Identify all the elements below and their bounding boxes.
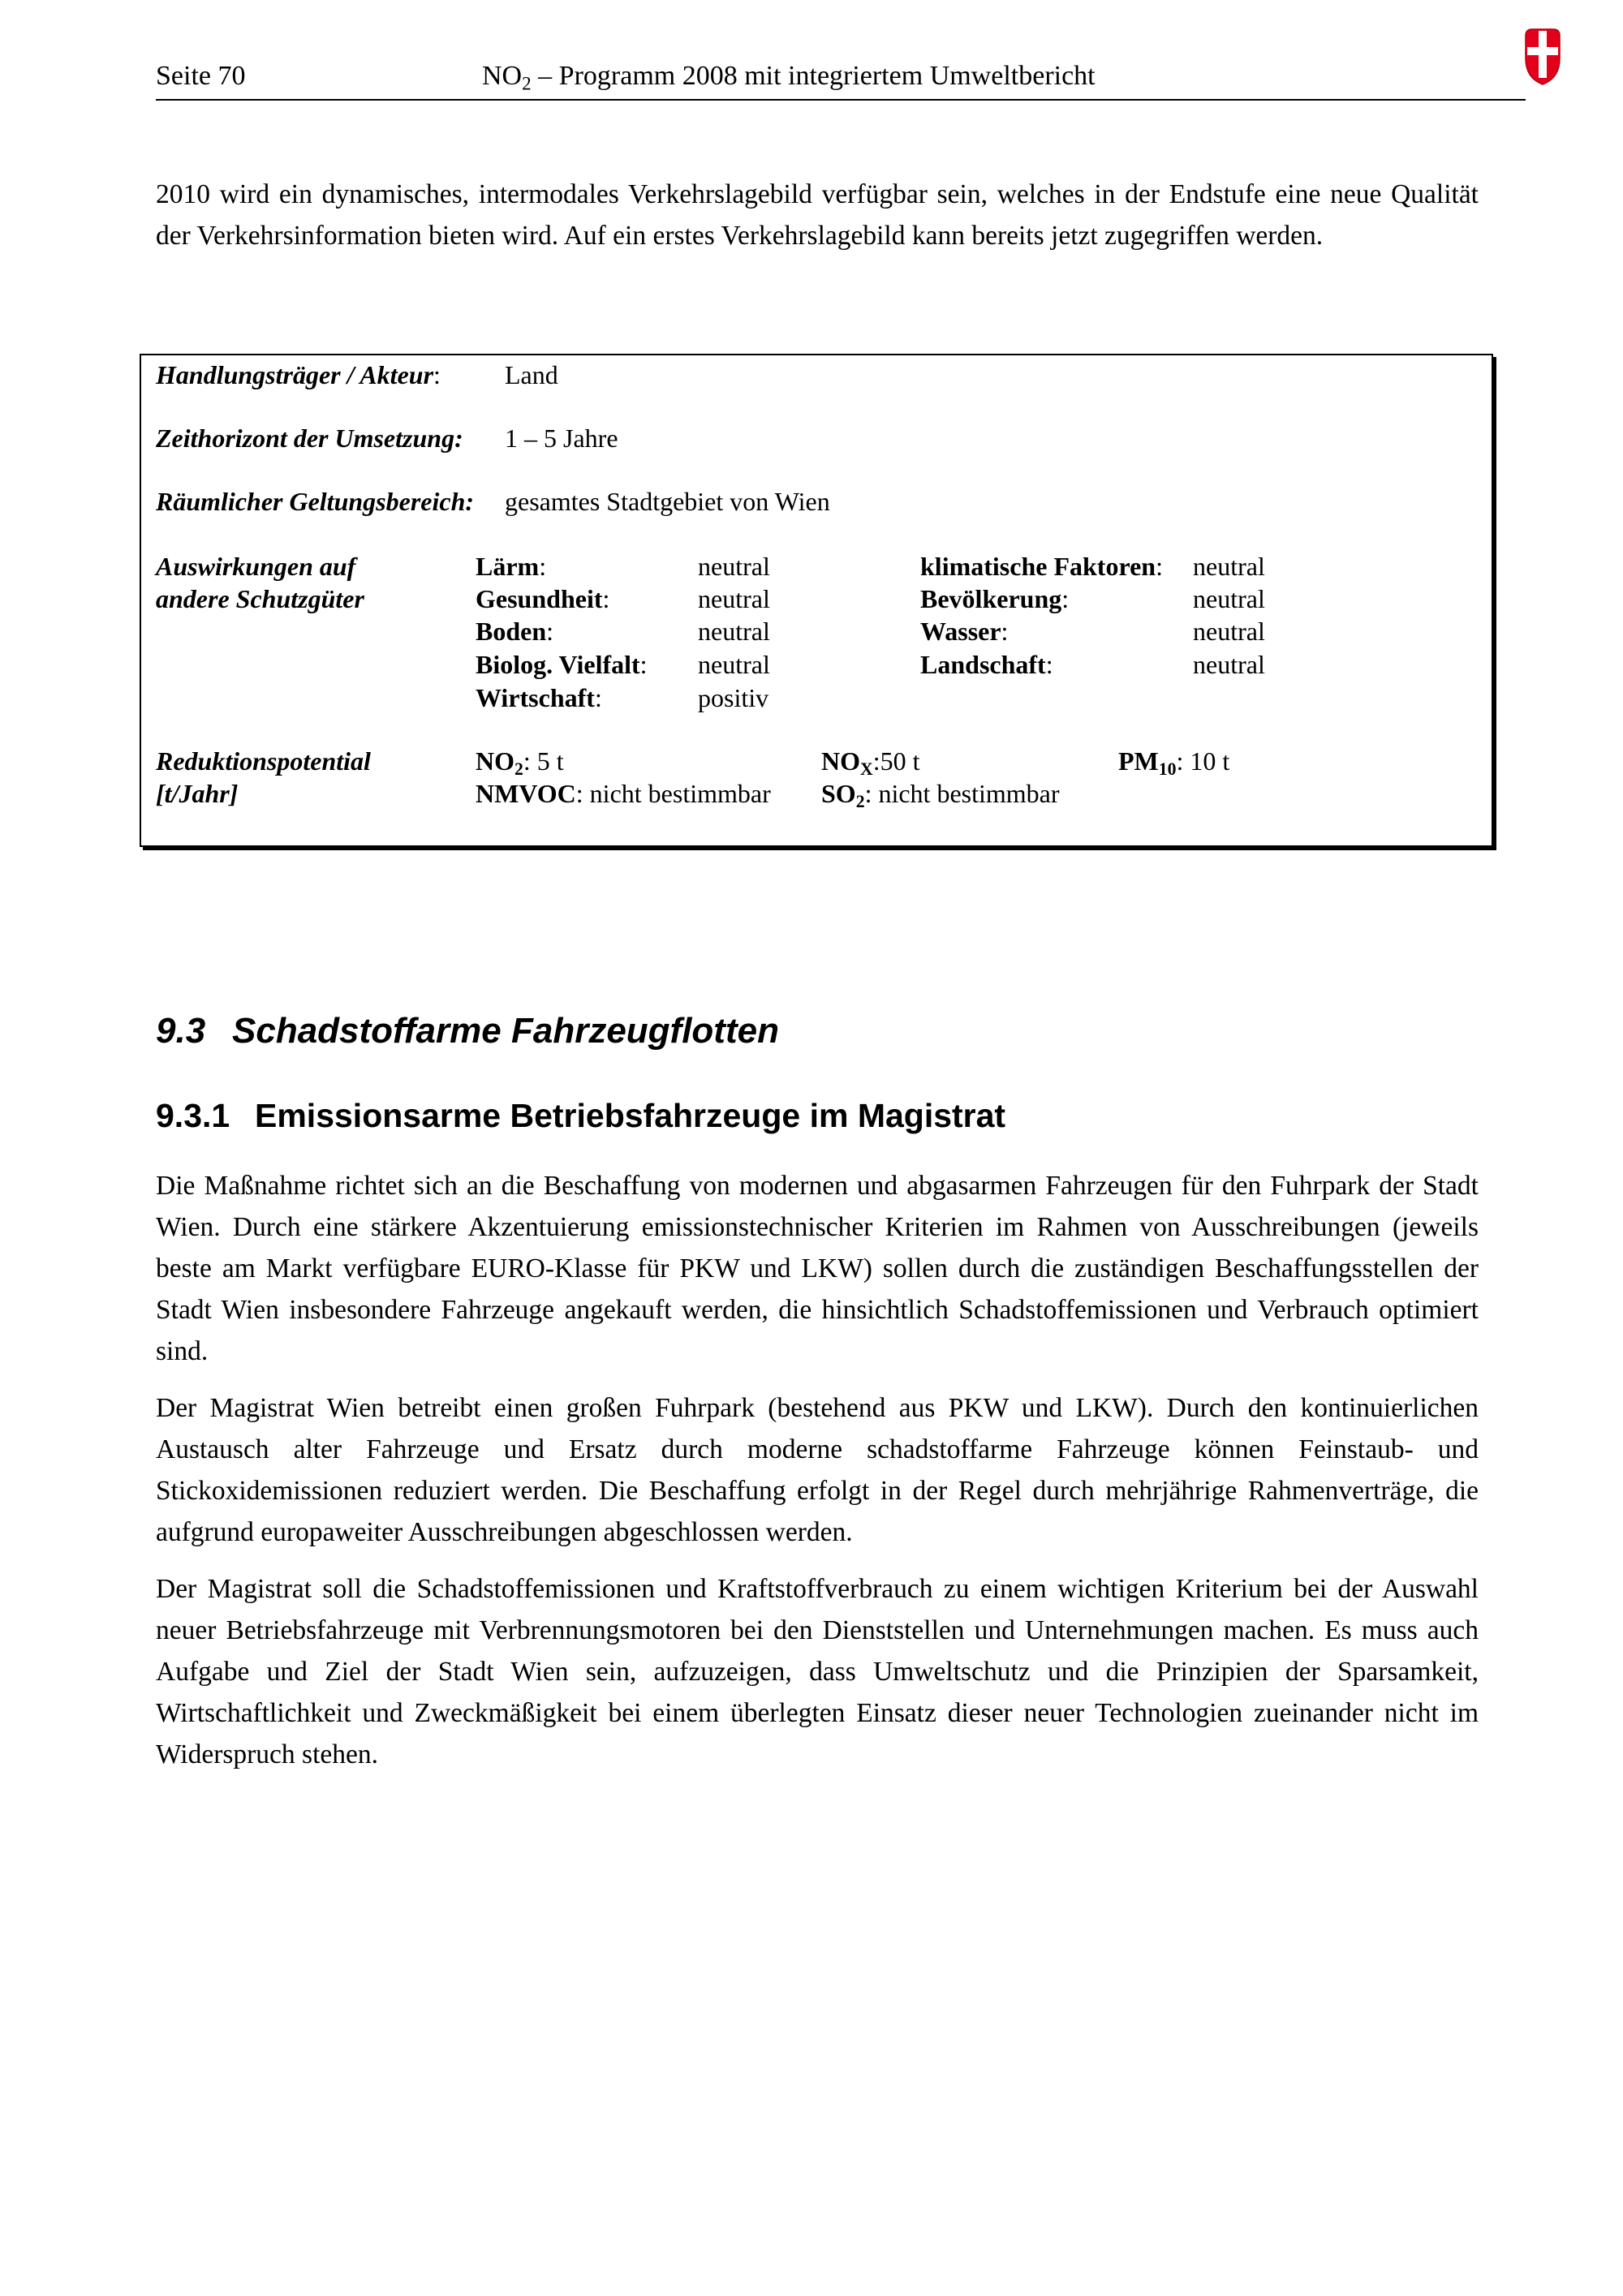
header-divider <box>156 99 1526 101</box>
effect-item: klimatische Faktoren: <box>920 552 1163 581</box>
reduction-so2: $SO_2$: nicht bestimmbar <box>821 779 1060 812</box>
document-title: $NO_2$ – Programm 2008 mit integriertem Umweltbericht <box>482 61 1096 95</box>
timeframe-label: Zeithorizont der Umsetzung: <box>156 424 463 453</box>
reduction-nmvoc: NMVOC: nicht bestimmbar <box>476 779 771 808</box>
reduction-no2: $NO_2$: 5 t <box>476 746 564 780</box>
reduction-nox: $NO_X:50$ t <box>821 746 920 780</box>
effect-value: neutral <box>1193 584 1265 613</box>
effects-label: Auswirkungen auf <box>156 552 356 581</box>
effect-item: Gesundheit: <box>476 584 610 613</box>
effect-item: Lärm: <box>476 552 547 581</box>
page-number: Seite 70 <box>156 61 246 91</box>
effect-value: neutral <box>698 617 770 646</box>
effect-value: neutral <box>698 552 770 581</box>
actor-value: Land <box>505 360 558 389</box>
effect-item: Boden: <box>476 617 554 646</box>
effect-item: Wirtschaft: <box>476 683 602 712</box>
effect-value: neutral <box>698 584 770 613</box>
wien-coat-of-arms-icon <box>1522 26 1563 86</box>
reduction-label: Reduktionspotential <box>156 746 371 776</box>
timeframe-value: 1 – 5 Jahre <box>505 424 618 453</box>
effect-item: Biolog. Vielfalt: <box>476 650 648 679</box>
effect-item: Bevölkerung: <box>920 584 1070 613</box>
section-heading: 9.3 Schadstoffarme Fahrzeugflotten <box>156 1011 779 1051</box>
effect-value: neutral <box>698 650 770 679</box>
body-paragraph: Der Magistrat Wien betreibt einen großen Fuhrpark (bestehend aus PKW und LKW). Durch den kontinuierlichen Austausch alter Fahrzeuge und Ersatz durch moderne schadstoffarme Fahrzeuge können Feinstaub- und Stickoxidemissionen reduziert werden. Die Beschaffung erfolgt in der Regel durch mehrjährige Rahmenverträge, die aufgrund europaweiter Ausschreibungen abgeschlossen werden. <box>156 1393 1479 1547</box>
body-paragraph: Die Maßnahme richtet sich an die Beschaffung von modernen und abgasarmen Fahrzeugen für den Fuhrpark der Stadt Wien. Durch eine stärkere Akzentuierung emissionstechnischer Kriterien im Rahmen von Ausschreibungen (jeweils beste am Markt verfügbare EURO-Klasse für PKW und LKW) sollen durch die zuständigen Beschaffungsstellen der Stadt Wien insbesondere Fahrzeuge angekauft werden, die hinsichtlich Schadstoffemissionen und Verbrauch optimiert sind. <box>156 1171 1479 1366</box>
intro-paragraph: 2010 wird ein dynamisches, intermodales Verkehrslagebild verfügbar sein, welches in der Endstufe eine neue Qualität der Verkehrsinformation bieten wird. Auf ein erstes Verkehrslagebild kann bereits jetzt zugegriffen werden. <box>156 179 1479 251</box>
scope-label: Räumlicher Geltungsbereich: <box>156 487 475 516</box>
effect-value: neutral <box>1193 552 1265 581</box>
effect-item: Wasser: <box>920 617 1009 646</box>
reduction-label: [t/Jahr] <box>156 779 239 808</box>
effect-value: positiv <box>698 683 769 712</box>
body-paragraph: Der Magistrat soll die Schadstoffemissionen und Kraftstoffverbrauch zu einem wichtigen Kriterium bei der Auswahl neuer Betriebsfahrzeuge mit Verbrennungsmotoren bei den Dienststellen und Unternehmungen machen. Es muss auch Aufgabe und Ziel der Stadt Wien sein, aufzuzeigen, dass Umweltschutz und die Prinzipien der Sparsamkeit, Wirtschaftlichkeit und Zweckmäßigkeit bei einem überlegten Einsatz dieser neuer Technologien zueinander nicht im Widerspruch stehen. <box>156 1574 1479 1769</box>
reduction-pm10: $PM_{10}$: 10 t <box>1118 746 1230 780</box>
scope-value: gesamtes Stadtgebiet von Wien <box>505 487 830 516</box>
effect-value: neutral <box>1193 617 1265 646</box>
subsection-heading: 9.3.1 Emissionsarme Betriebsfahrzeuge im Magistrat <box>156 1097 1006 1134</box>
effect-item: Landschaft: <box>920 650 1053 679</box>
effects-label: andere Schutzgüter <box>156 584 364 613</box>
actor-label: Handlungsträger / Akteur: <box>156 360 441 389</box>
effect-value: neutral <box>1193 650 1265 679</box>
